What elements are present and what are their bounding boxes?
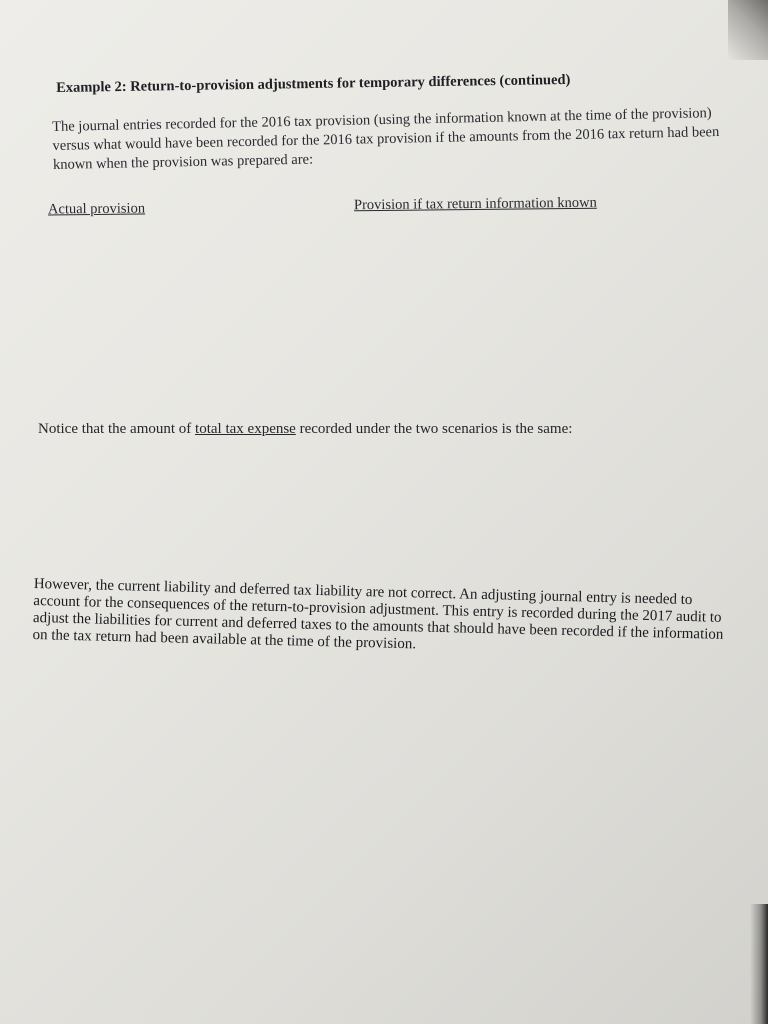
- column-heading-actual-provision: Actual provision: [47, 200, 146, 218]
- example-heading-title: Return-to-provision adjustments for temporary differences (continued): [130, 71, 571, 95]
- notice-after: recorded under the two scenarios is the same:: [295, 421, 573, 437]
- example-heading-prefix: Example 2:: [56, 78, 131, 96]
- page-edge-shadow: [750, 904, 768, 1024]
- column-heading-provision-if-known: Provision if tax return information known: [353, 194, 597, 214]
- page-corner-shadow: [728, 0, 768, 60]
- notice-before: Notice that the amount of: [38, 421, 196, 437]
- intro-paragraph: The journal entries recorded for the 2016 tax provision (using the information known at the time of the provision) versus what would have been recorded for the 2016 tax provision if the amounts from the 2016 tax return had been known when the provision was prepared are:: [52, 105, 720, 173]
- however-paragraph: However, the current liability and deferred tax liability are not correct. An adjusting journal entry is needed to account for the consequences of the return-to-provision adjustment. This entry is recorded during the 2017 audit to adjust the liabilities for current and deferred taxes to the amounts that should have been recorded if the information on the tax return had been available at the time of the provision.: [32, 576, 724, 653]
- example-heading: [56, 70, 696, 97]
- notice-underlined-term: total tax expense: [195, 421, 296, 437]
- notice-paragraph: [38, 421, 718, 438]
